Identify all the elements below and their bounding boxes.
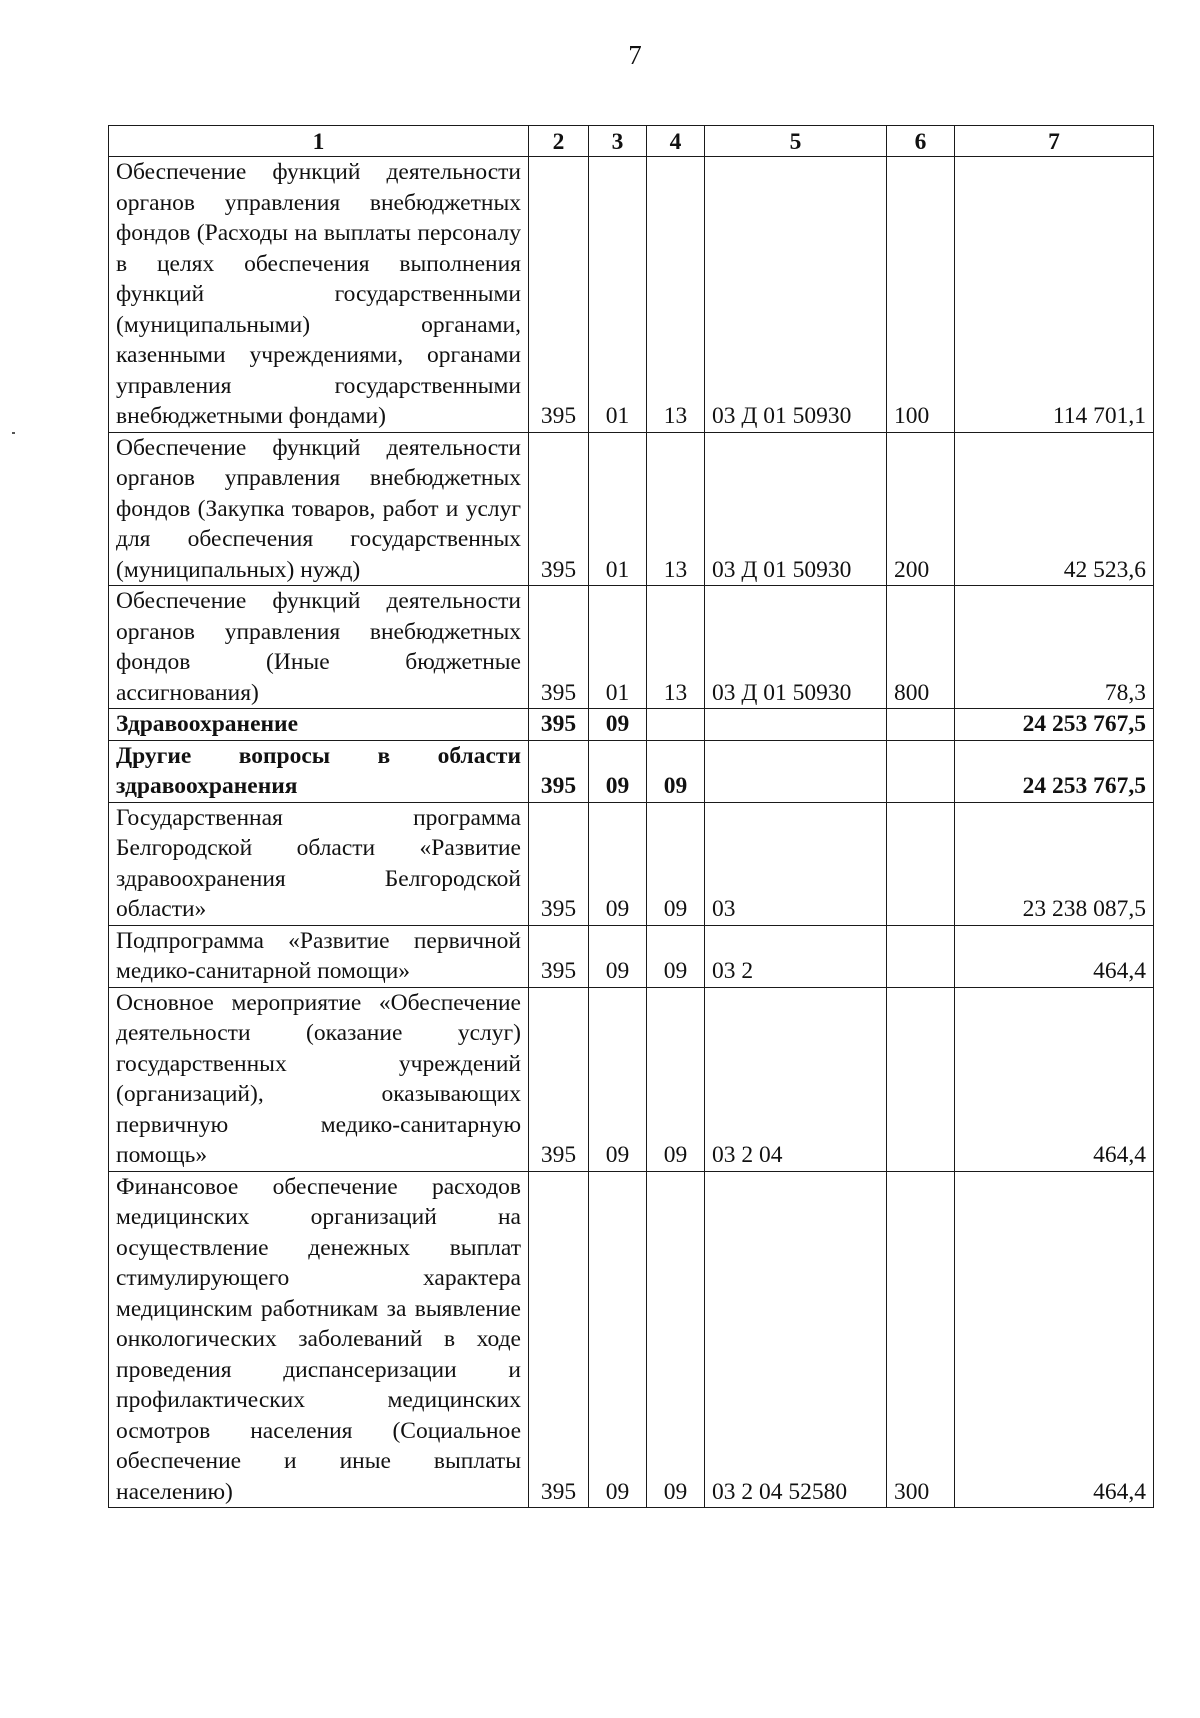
row-col-2: 395 (529, 987, 589, 1171)
table-row (109, 987, 1154, 1171)
row-col-2: 395 (529, 432, 589, 586)
row-description: Здравоохранение (109, 709, 529, 741)
header-col-5: 5 (705, 126, 887, 157)
header-col-1: 1 (109, 126, 529, 157)
row-col-6: 300 (887, 1171, 955, 1508)
row-amount: 24 253 767,5 (955, 709, 1154, 741)
row-col-3: 09 (589, 740, 647, 802)
row-amount: 464,4 (955, 1171, 1154, 1508)
row-description: Обеспечение функций деятельности органов управления внебюджетных фондов (Закупка товаров, работ и услуг для обеспечения государственных (муниципальных) нужд) (109, 432, 529, 586)
row-amount: 23 238 087,5 (955, 802, 1154, 925)
row-col-6: 800 (887, 586, 955, 709)
row-col-5: 03 2 04 52580 (705, 1171, 887, 1508)
row-col-2: 395 (529, 586, 589, 709)
row-col-4: 09 (647, 1171, 705, 1508)
row-col-6 (887, 740, 955, 802)
table-header (109, 126, 1154, 157)
table-row (109, 432, 1154, 586)
row-amount: 114 701,1 (955, 157, 1154, 433)
table-row (109, 157, 1154, 433)
page-number: 7 (628, 40, 642, 70)
row-col-4: 09 (647, 925, 705, 987)
row-description: Государственная программа Белгородской области «Развитие здравоохранения Белгородской области» (109, 802, 529, 925)
header-row (109, 126, 1154, 157)
row-col-2: 395 (529, 740, 589, 802)
row-col-6 (887, 925, 955, 987)
row-col-4: 09 (647, 987, 705, 1171)
row-col-5 (705, 740, 887, 802)
row-col-4: 13 (647, 432, 705, 586)
row-col-5 (705, 709, 887, 741)
row-description: Подпрограмма «Развитие первичной медико-санитарной помощи» (109, 925, 529, 987)
row-amount: 24 253 767,5 (955, 740, 1154, 802)
row-description: Обеспечение функций деятельности органов управления внебюджетных фондов (Иные бюджетные ассигнования) (109, 586, 529, 709)
row-col-2: 395 (529, 925, 589, 987)
row-col-5: 03 (705, 802, 887, 925)
row-amount: 42 523,6 (955, 432, 1154, 586)
row-col-6 (887, 987, 955, 1171)
table-row (109, 925, 1154, 987)
row-col-5: 03 Д 01 50930 (705, 432, 887, 586)
header-col-7: 7 (955, 126, 1154, 157)
row-col-4: 13 (647, 157, 705, 433)
row-col-3: 09 (589, 987, 647, 1171)
table-row (109, 1171, 1154, 1508)
row-col-2: 395 (529, 157, 589, 433)
row-col-4: 09 (647, 740, 705, 802)
row-col-2: 395 (529, 802, 589, 925)
table-row (109, 802, 1154, 925)
row-col-5: 03 Д 01 50930 (705, 586, 887, 709)
row-col-2: 395 (529, 709, 589, 741)
row-col-2: 395 (529, 1171, 589, 1508)
header-col-6: 6 (887, 126, 955, 157)
header-col-4: 4 (647, 126, 705, 157)
table-row (109, 740, 1154, 802)
row-col-5: 03 2 04 (705, 987, 887, 1171)
row-col-5: 03 Д 01 50930 (705, 157, 887, 433)
row-amount: 78,3 (955, 586, 1154, 709)
header-col-2: 2 (529, 126, 589, 157)
row-description: Основное мероприятие «Обеспечение деятельности (оказание услуг) государственных учреждений (организаций), оказывающих первичную медико-санитарную помощь» (109, 987, 529, 1171)
scan-speck (12, 432, 15, 434)
row-col-4: 13 (647, 586, 705, 709)
header-col-3: 3 (589, 126, 647, 157)
budget-table (108, 125, 1154, 1508)
row-col-5: 03 2 (705, 925, 887, 987)
row-col-3: 01 (589, 432, 647, 586)
row-col-6: 200 (887, 432, 955, 586)
table-row (109, 709, 1154, 741)
row-col-6 (887, 709, 955, 741)
table-row (109, 586, 1154, 709)
row-col-3: 01 (589, 157, 647, 433)
row-col-3: 09 (589, 709, 647, 741)
row-col-6: 100 (887, 157, 955, 433)
row-col-3: 01 (589, 586, 647, 709)
row-col-3: 09 (589, 925, 647, 987)
row-description: Другие вопросы в области здравоохранения (109, 740, 529, 802)
row-description: Обеспечение функций деятельности органов управления внебюджетных фондов (Расходы на выплаты персоналу в целях обеспечения выполнения функций государственными (муниципальными) органами, казенными учреждениями, органами управления государственными внебюджетными фондами) (109, 157, 529, 433)
row-col-3: 09 (589, 1171, 647, 1508)
row-description: Финансовое обеспечение расходов медицинских организаций на осуществление денежных выплат стимулирующего характера медицинским работникам за выявление онкологических заболеваний в ходе проведения диспансеризации и профилактических медицинских осмотров населения (Социальное обеспечение и иные выплаты населению) (109, 1171, 529, 1508)
row-col-3: 09 (589, 802, 647, 925)
row-col-4 (647, 709, 705, 741)
row-col-4: 09 (647, 802, 705, 925)
table-body (109, 157, 1154, 1508)
row-amount: 464,4 (955, 925, 1154, 987)
row-col-6 (887, 802, 955, 925)
row-amount: 464,4 (955, 987, 1154, 1171)
